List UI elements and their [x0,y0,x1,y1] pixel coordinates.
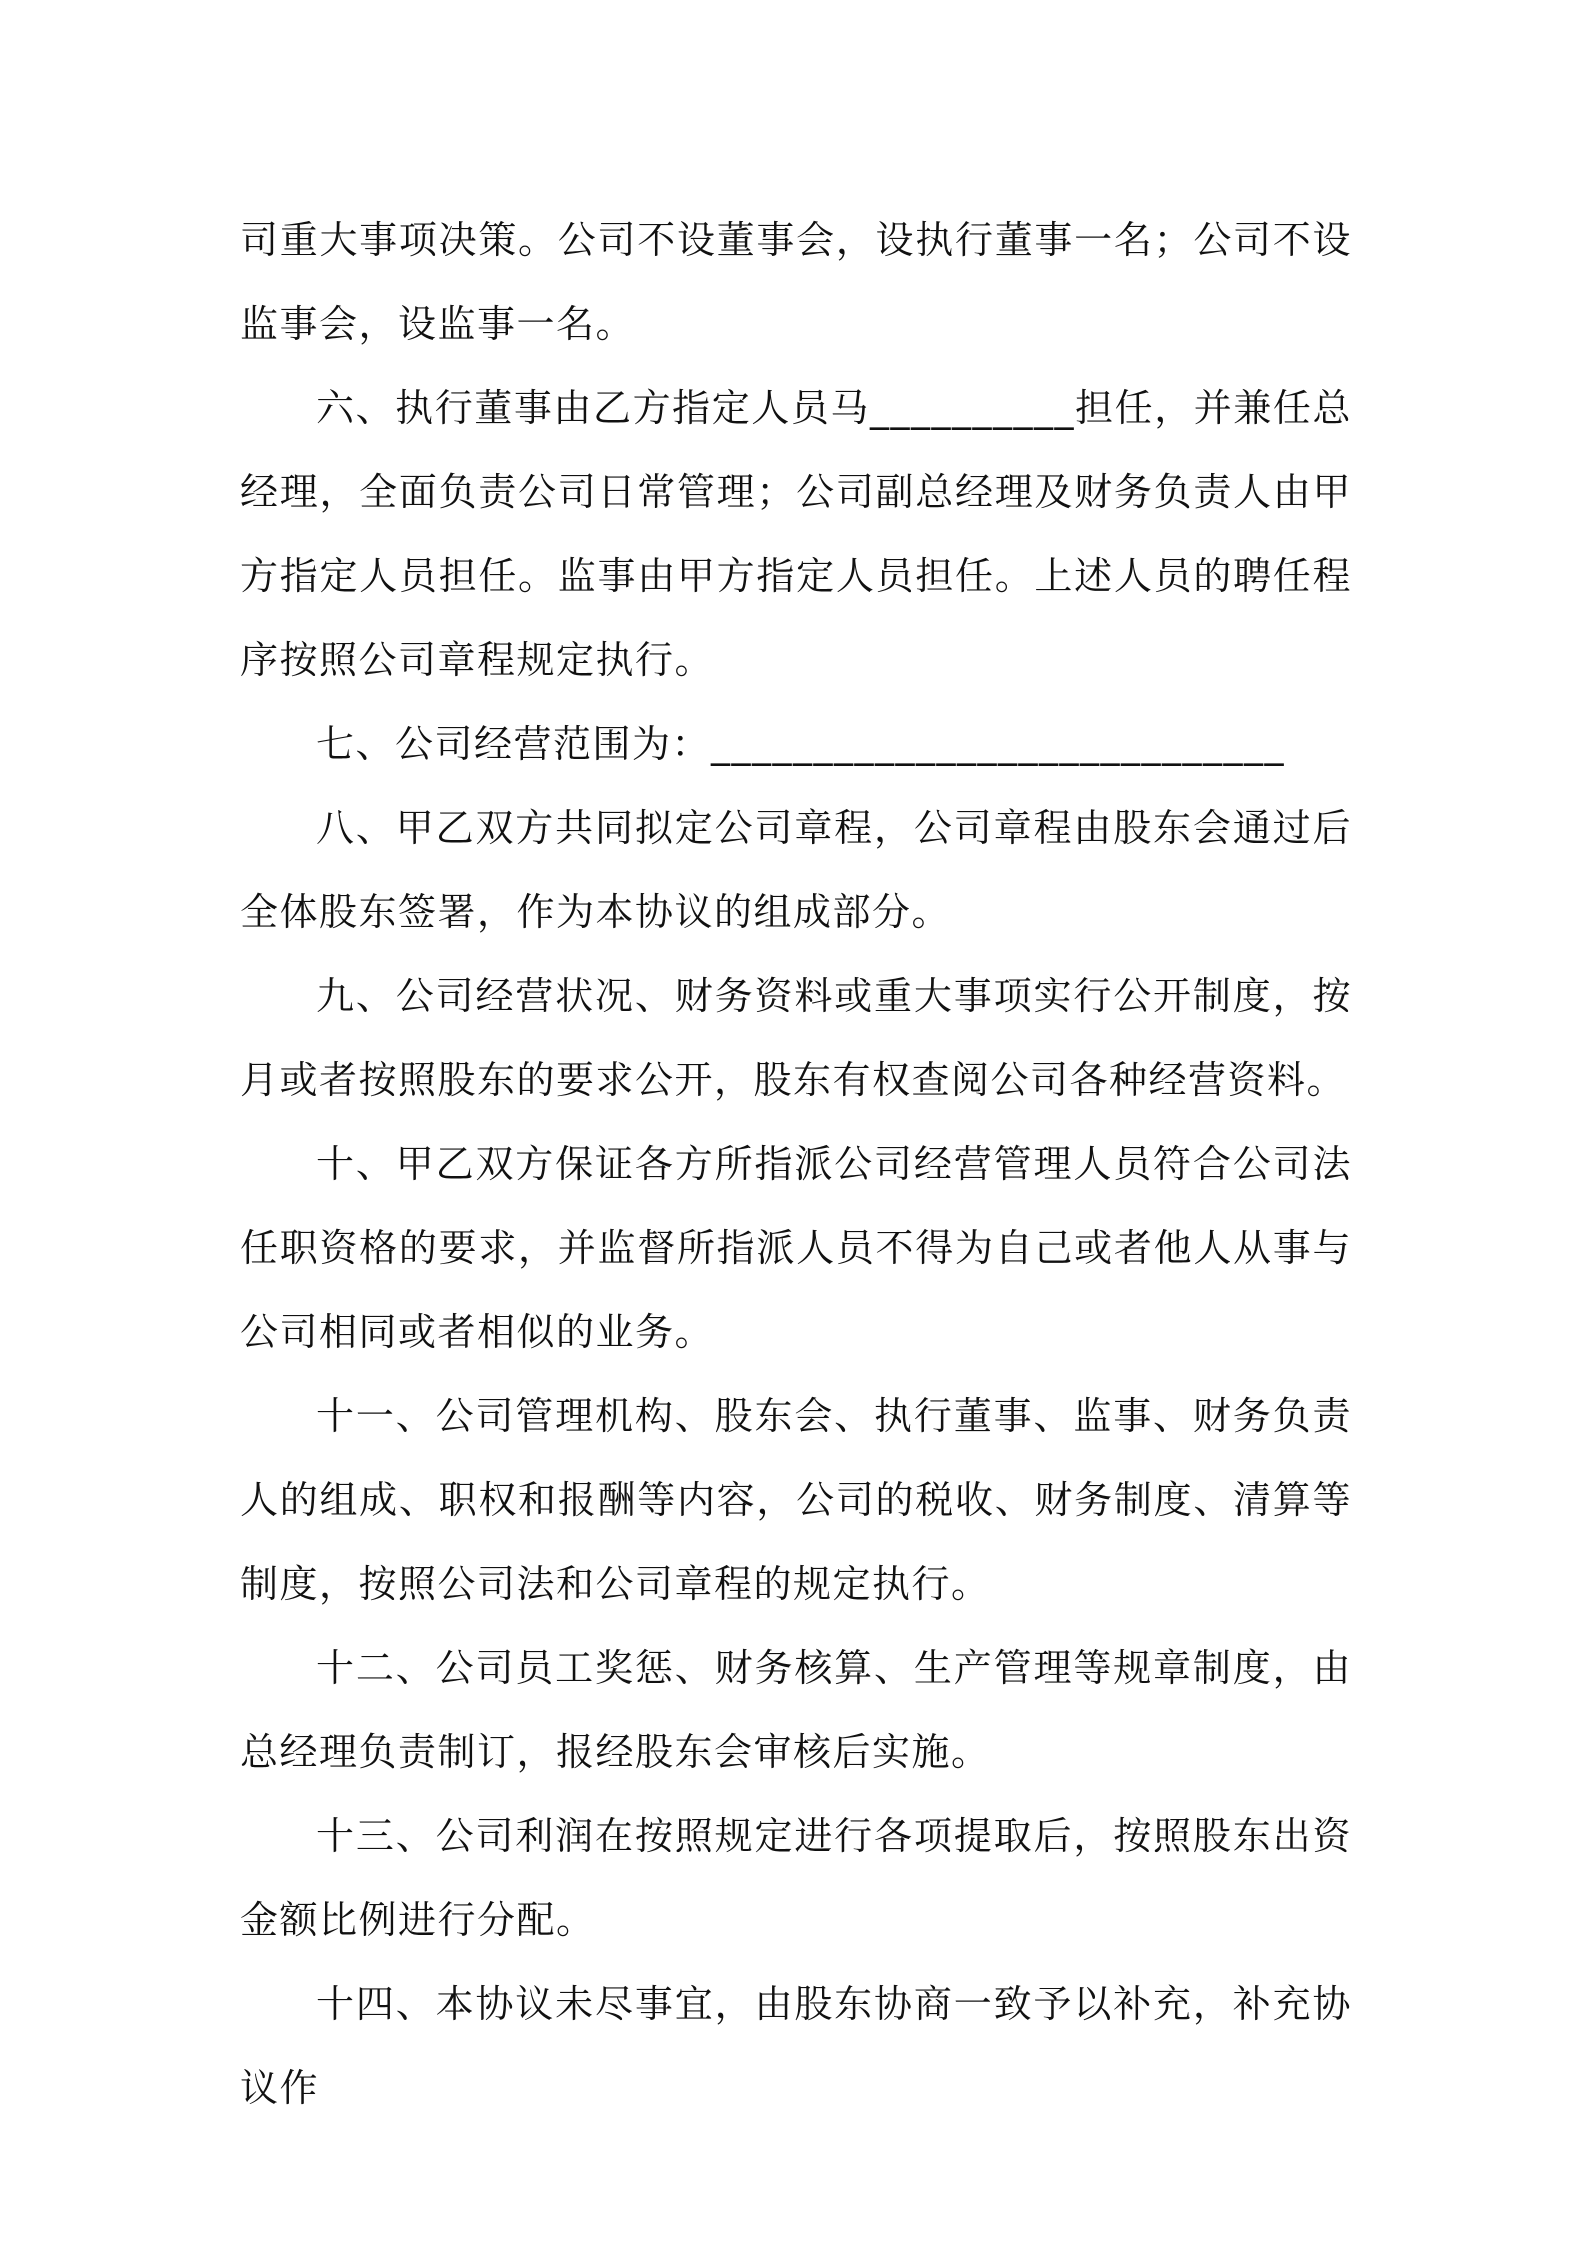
paragraph-clause-13 [240,1794,1352,1962]
paragraph-clause-9 [240,954,1352,1122]
paragraph-clause-12 [240,1626,1352,1794]
paragraph-text: 十、甲乙双方保证各方所指派公司经营管理人员符合公司法任职资格的要求，并监督所指派人员不得为自己或者他人从事与公司相同或者相似的业务。 [240,1142,1352,1354]
paragraph-clause-8 [240,786,1352,954]
paragraph-text: 司重大事项决策。公司不设董事会，设执行董事一名；公司不设监事会，设监事一名。 [240,218,1352,346]
paragraph-clause-14 [240,1962,1352,2130]
paragraph-continuation [240,198,1352,366]
paragraph-clause-6 [240,366,1352,702]
paragraph-text: 十四、本协议未尽事宜，由股东协商一致予以补充，补充协议作 [240,1982,1352,2110]
paragraph-text: 八、甲乙双方共同拟定公司章程，公司章程由股东会通过后全体股东签署，作为本协议的组成部分。 [240,806,1352,934]
paragraph-text: 十三、公司利润在按照规定进行各项提取后，按照股东出资金额比例进行分配。 [240,1814,1352,1942]
paragraph-text: 十一、公司管理机构、股东会、执行董事、监事、财务负责人的组成、职权和报酬等内容，公司的税收、财务制度、清算等制度，按照公司法和公司章程的规定执行。 [240,1394,1352,1606]
paragraph-text: 六、执行董事由乙方指定人员马__________担任，并兼任总经理，全面负责公司日常管理；公司副总经理及财务负责人由甲方指定人员担任。监事由甲方指定人员担任。上述人员的聘任程序按照公司章程规定执行。 [240,386,1352,682]
document-body [240,198,1352,2130]
paragraph-clause-11 [240,1374,1352,1626]
paragraph-text: 七、公司经营范围为：____________________________ [316,722,1286,766]
paragraph-clause-7 [240,702,1352,786]
paragraph-clause-10 [240,1122,1352,1374]
paragraph-text: 九、公司经营状况、财务资料或重大事项实行公开制度，按月或者按照股东的要求公开，股东有权查阅公司各种经营资料。 [240,974,1352,1102]
paragraph-text: 十二、公司员工奖惩、财务核算、生产管理等规章制度，由总经理负责制订，报经股东会审核后实施。 [240,1646,1352,1774]
